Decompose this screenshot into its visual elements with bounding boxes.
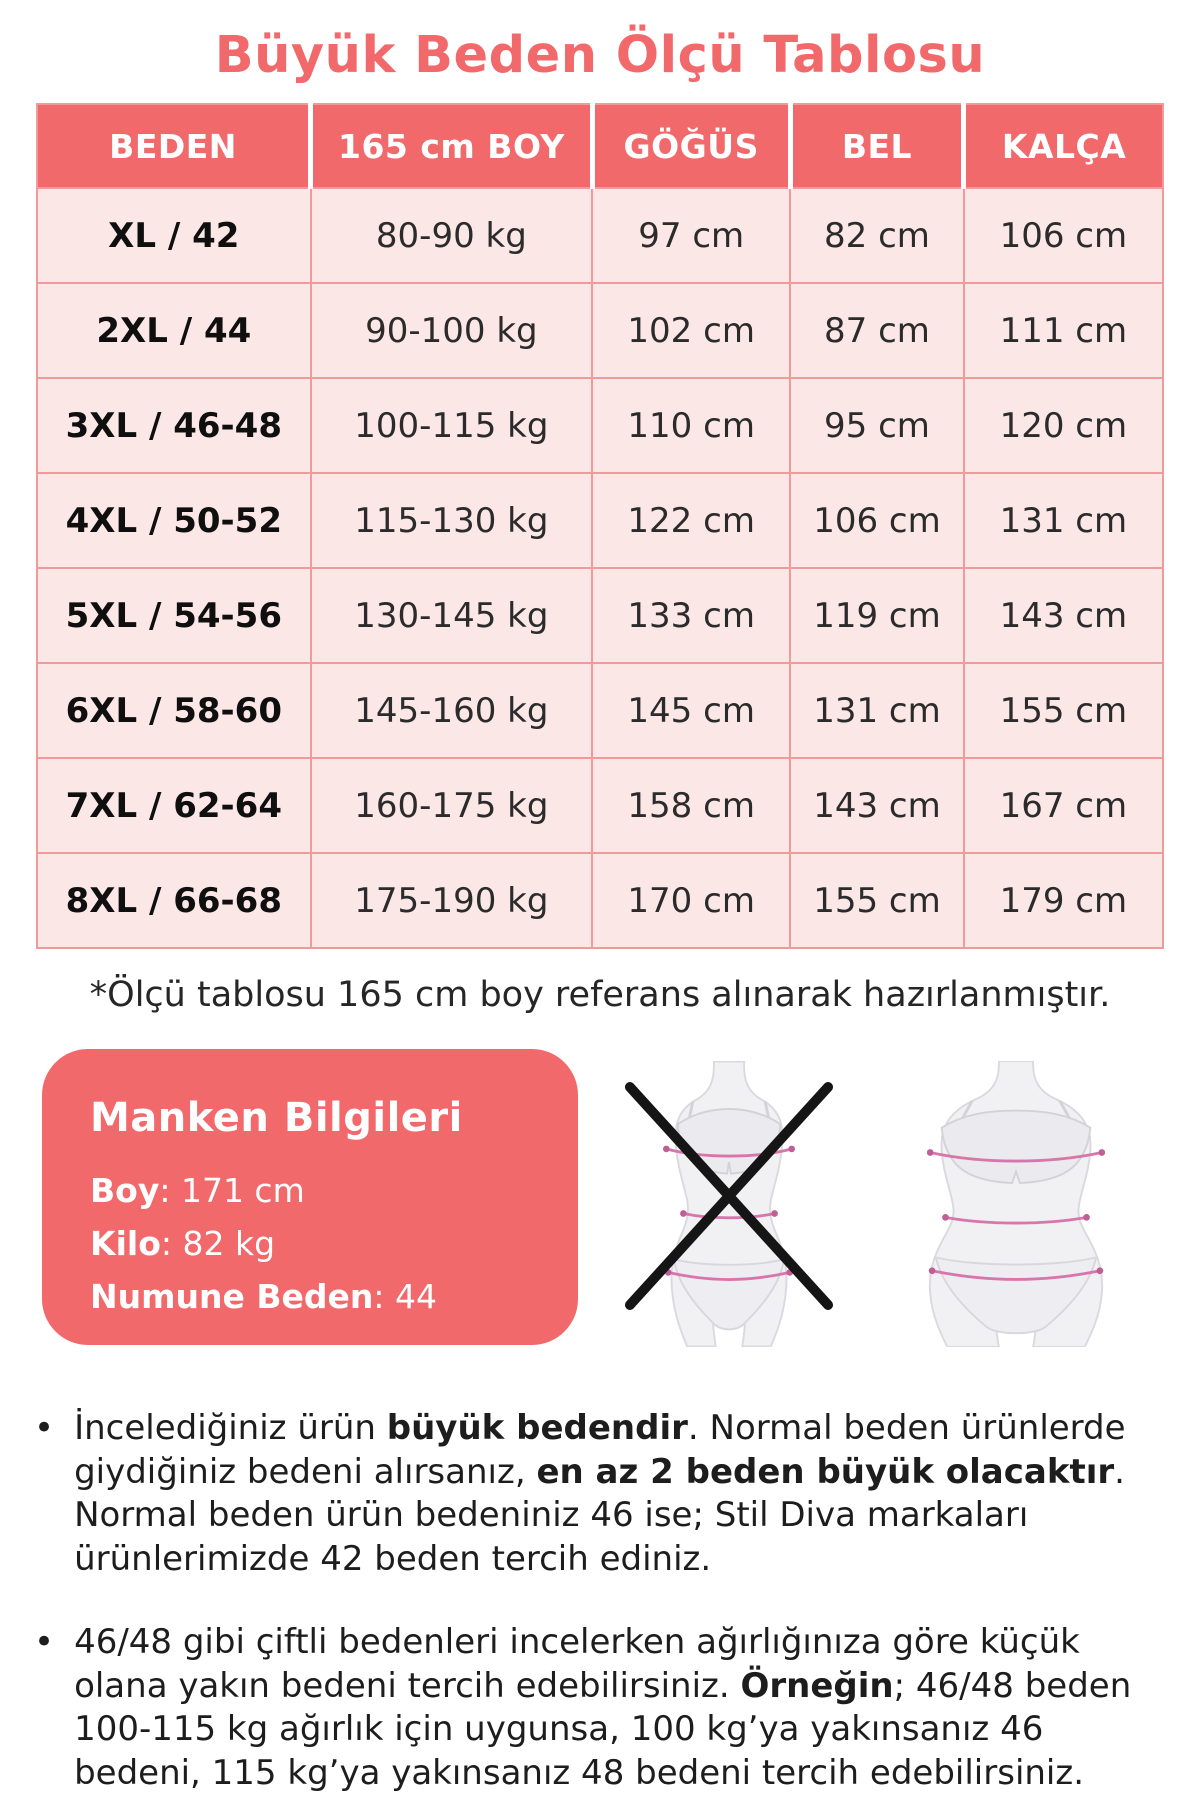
table-footnote: *Ölçü tablosu 165 cm boy referans alınarak hazırlanmıştır. — [89, 975, 1111, 1015]
weight-cell: 160-175 kg — [311, 758, 593, 853]
waist-cell: 95 cm — [790, 378, 963, 473]
table-row — [37, 283, 1163, 378]
hip-cell: 111 cm — [964, 283, 1163, 378]
header-row — [37, 104, 1163, 188]
weight-cell: 115-130 kg — [311, 473, 593, 568]
model-height-label: Boy — [90, 1171, 160, 1210]
note-segment: İncelediğiniz ürün — [74, 1408, 387, 1448]
note-text — [74, 1621, 1160, 1795]
bust-cell: 158 cm — [592, 758, 790, 853]
waist-cell: 131 cm — [790, 663, 963, 758]
size-chart-table — [36, 103, 1164, 949]
hip-cell: 155 cm — [964, 663, 1163, 758]
model-info-section — [42, 1049, 1160, 1351]
weight-cell: 90-100 kg — [311, 283, 593, 378]
bust-cell: 110 cm — [592, 378, 790, 473]
size-cell: 3XL / 46-48 — [37, 378, 311, 473]
model-sample-size-label: Numune Beden — [90, 1277, 374, 1316]
column-header-beden: BEDEN — [37, 104, 311, 188]
size-cell: 5XL / 54-56 — [37, 568, 311, 663]
model-info-title: Manken Bilgileri — [90, 1095, 463, 1141]
note-item-sizing — [34, 1407, 1160, 1581]
model-sample-size-line — [90, 1277, 558, 1316]
note-segment: . Normal beden ürün bedeniniz 46 ise; Stil Diva markaları ürünlerimizde 42 beden tercih ediniz. — [74, 1451, 1125, 1579]
hip-cell: 143 cm — [964, 568, 1163, 663]
column-header-gogus: GÖĞÜS — [592, 104, 790, 188]
bullet-icon: • — [34, 1622, 55, 1663]
weight-cell: 130-145 kg — [311, 568, 593, 663]
bust-cell: 170 cm — [592, 853, 790, 948]
size-cell: XL / 42 — [37, 188, 311, 283]
size-cell: 8XL / 66-68 — [37, 853, 311, 948]
model-weight-line — [90, 1224, 558, 1263]
bust-cell: 97 cm — [592, 188, 790, 283]
model-height-value: 171 cm — [180, 1171, 305, 1210]
page-title: Büyük Beden Ölçü Tablosu — [214, 26, 986, 85]
body-figures — [578, 1049, 1160, 1351]
correct-size-figure — [882, 1061, 1150, 1351]
note-segment: . Normal beden ürünlerde giydiğiniz bedeni alırsanız, — [74, 1408, 1126, 1492]
plus-size-body-figure-icon — [882, 1061, 1150, 1347]
weight-cell: 175-190 kg — [311, 853, 593, 948]
hip-cell: 120 cm — [964, 378, 1163, 473]
table-row — [37, 758, 1163, 853]
wrong-size-figure — [634, 1061, 824, 1351]
hip-cell: 179 cm — [964, 853, 1163, 948]
waist-cell: 82 cm — [790, 188, 963, 283]
note-segment-bold: en az 2 beden büyük olacaktır — [536, 1451, 1115, 1492]
waist-cell: 119 cm — [790, 568, 963, 663]
separator: : — [373, 1277, 395, 1316]
note-segment: 46/48 gibi çiftli bedenleri incelerken ağırlığınıza göre küçük olana yakın bedeni tercih edebilirsiniz. — [74, 1622, 1080, 1706]
size-cell: 2XL / 44 — [37, 283, 311, 378]
size-cell: 6XL / 58-60 — [37, 663, 311, 758]
column-header-bel: BEL — [790, 104, 963, 188]
model-sample-size-value: 44 — [395, 1277, 437, 1316]
slim-body-figure-icon — [634, 1061, 824, 1347]
note-segment-bold: büyük bedendir — [386, 1408, 688, 1448]
waist-cell: 87 cm — [790, 283, 963, 378]
model-weight-value: 82 kg — [182, 1224, 276, 1263]
bust-cell: 133 cm — [592, 568, 790, 663]
hip-cell: 167 cm — [964, 758, 1163, 853]
table-row — [37, 853, 1163, 948]
bust-cell: 145 cm — [592, 663, 790, 758]
size-cell: 4XL / 50-52 — [37, 473, 311, 568]
model-height-line — [90, 1171, 558, 1210]
waist-cell: 155 cm — [790, 853, 963, 948]
model-weight-label: Kilo — [90, 1224, 161, 1263]
column-header-boy: 165 cm BOY — [311, 104, 593, 188]
notes-list — [34, 1407, 1160, 1795]
hip-cell: 106 cm — [964, 188, 1163, 283]
table-row — [37, 378, 1163, 473]
note-segment-bold: Örneğin — [740, 1665, 894, 1706]
note-segment: ; 46/48 beden 100-115 kg ağırlık için uygunsa, 100 kg’ya yakınsanız 46 bedeni, 115 kg’ya yakınsanız 48 bedeni tercih edebilirsiniz. — [74, 1665, 1132, 1793]
table-row — [37, 568, 1163, 663]
separator: : — [159, 1171, 181, 1210]
note-text — [74, 1407, 1160, 1581]
model-info-box — [42, 1049, 578, 1345]
bullet-icon: • — [34, 1408, 55, 1448]
table-row — [37, 188, 1163, 283]
separator: : — [160, 1224, 183, 1263]
waist-cell: 106 cm — [790, 473, 963, 568]
column-header-kalca: KALÇA — [964, 104, 1163, 188]
weight-cell: 80-90 kg — [311, 188, 593, 283]
table-row — [37, 663, 1163, 758]
size-cell: 7XL / 62-64 — [37, 758, 311, 853]
bust-cell: 122 cm — [592, 473, 790, 568]
bust-cell: 102 cm — [592, 283, 790, 378]
hip-cell: 131 cm — [964, 473, 1163, 568]
note-item-double-sizes — [34, 1621, 1160, 1795]
waist-cell: 143 cm — [790, 758, 963, 853]
table-row — [37, 473, 1163, 568]
weight-cell: 145-160 kg — [311, 663, 593, 758]
weight-cell: 100-115 kg — [311, 378, 593, 473]
